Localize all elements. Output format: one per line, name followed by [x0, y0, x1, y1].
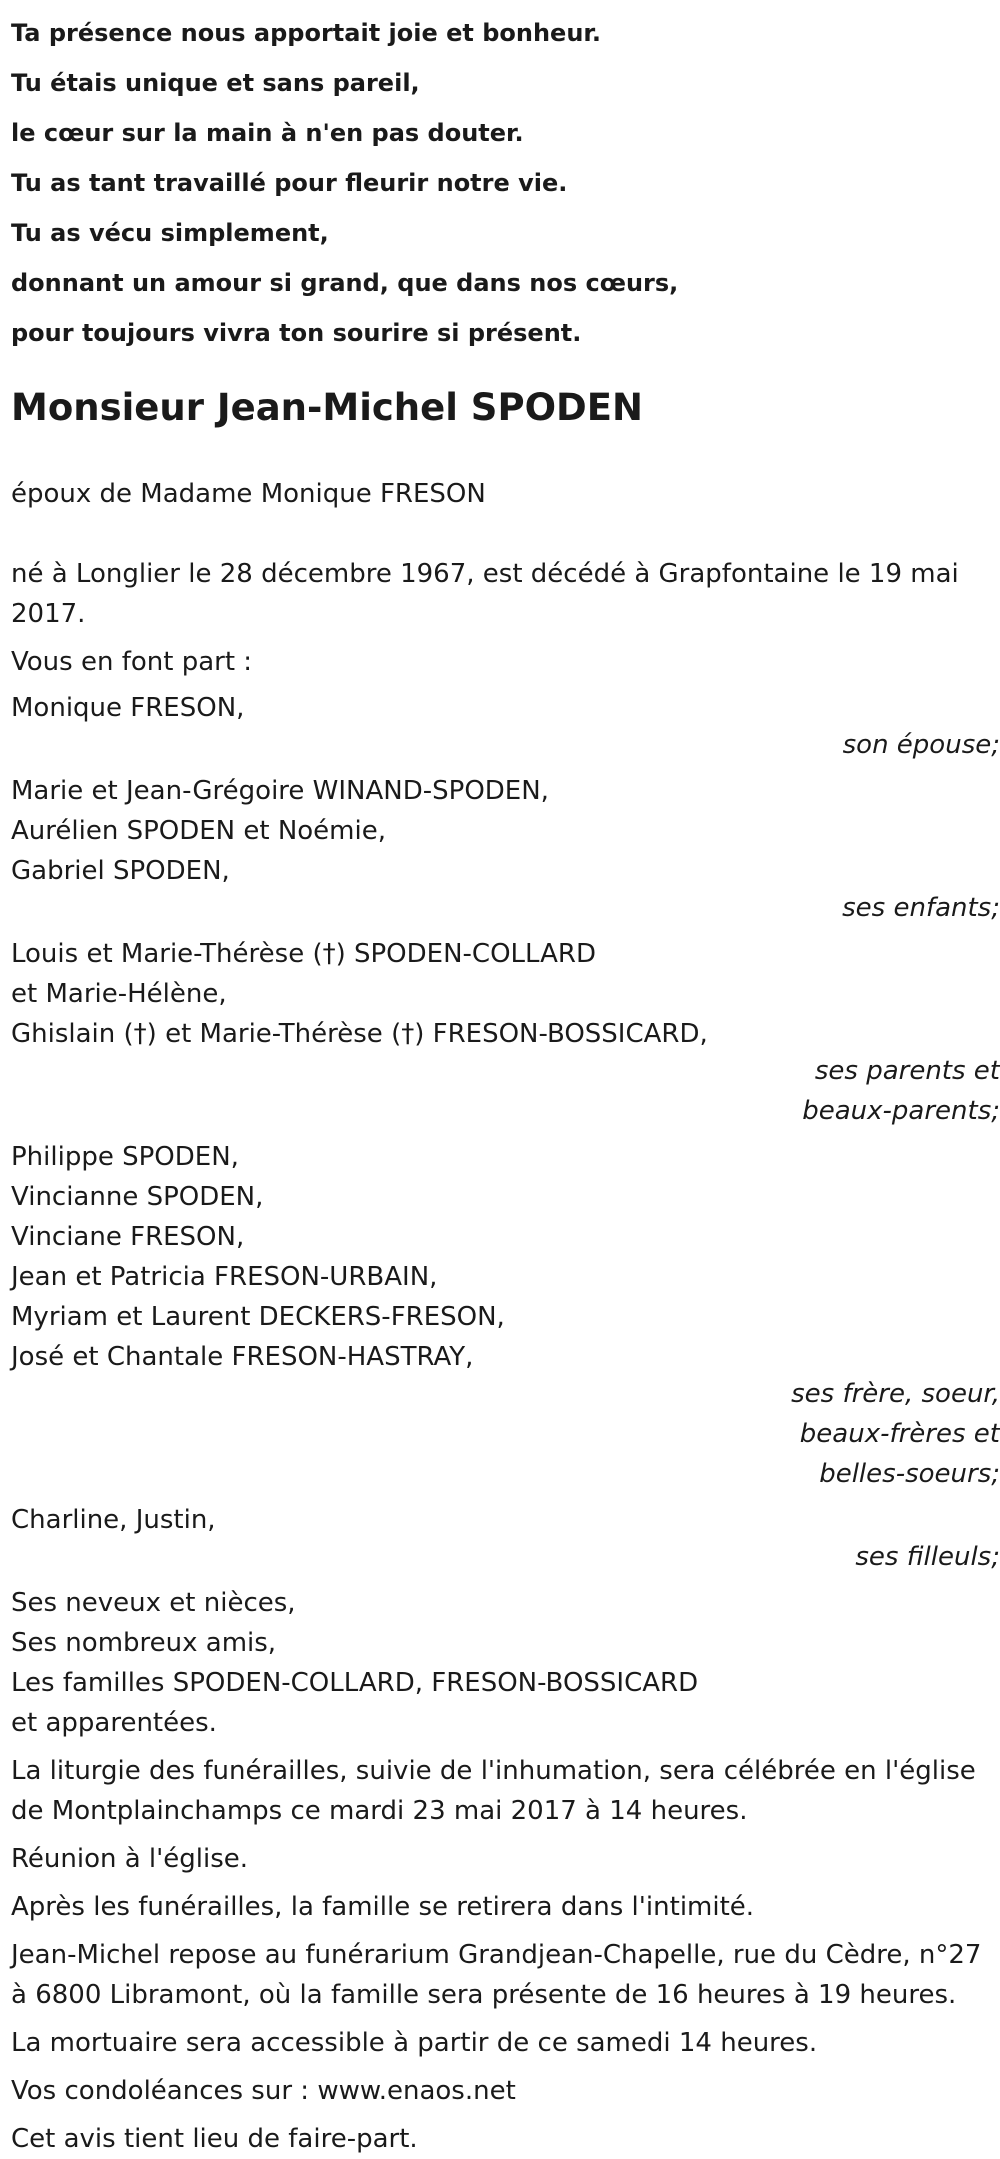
funeral-home-info: Jean-Michel repose au funérarium Grandjean-Chapelle, rue du Cèdre, n°27 à 6800 Libramont, où la famille sera présente de 16 heures à 19 heures. [11, 1940, 982, 2010]
relation-line: belles-soeurs; [819, 1459, 1000, 1489]
poem-line: Tu étais unique et sans pareil, [11, 69, 420, 97]
family-member: Vincianne SPODEN, [11, 1182, 264, 1212]
relation-line: ses enfants; [842, 893, 1000, 923]
relation-line: son épouse; [842, 730, 1000, 760]
family-member: Myriam et Laurent DECKERS-FRESON, [11, 1302, 505, 1332]
relation-line: beaux-frères et [799, 1419, 1000, 1449]
obituary-notice [0, 8, 1000, 2159]
relation-line: ses filleuls; [855, 1542, 1000, 1572]
family-group-spouse [11, 688, 1000, 765]
family-member: Louis et Marie-Thérèse (†) SPODEN-COLLARD [11, 939, 596, 969]
family-group-children [11, 771, 1000, 928]
relation-line: ses frère, soeur, [791, 1379, 1000, 1409]
meeting-info: Réunion à l'église. [11, 1844, 249, 1874]
family-member: Philippe SPODEN, [11, 1142, 239, 1172]
family-member: José et Chantale FRESON-HASTRAY, [11, 1342, 474, 1372]
relation-label [11, 888, 1000, 928]
poem [11, 8, 1000, 358]
other-relatives-line: et apparentées. [11, 1708, 217, 1738]
condolences-info: Vos condoléances sur : www.enaos.net [11, 2076, 516, 2106]
relation-label [11, 1374, 1000, 1494]
family-group-godchildren [11, 1500, 1000, 1577]
family-member: et Marie-Hélène, [11, 979, 227, 1009]
family-group-siblings [11, 1137, 1000, 1494]
family-member: Charline, Justin, [11, 1505, 216, 1535]
spouse-line: époux de Madame Monique FRESON [11, 479, 486, 509]
other-relatives [11, 1583, 1000, 1743]
poem-line: pour toujours vivra ton sourire si présent. [11, 319, 582, 347]
family-member: Gabriel SPODEN, [11, 856, 230, 886]
other-relatives-line: Ses nombreux amis, [11, 1628, 277, 1658]
family-member: Monique FRESON, [11, 693, 245, 723]
family-member: Jean et Patricia FRESON-URBAIN, [11, 1262, 438, 1292]
poem-line: Tu as vécu simplement, [11, 219, 329, 247]
liturgy-info: La liturgie des funérailles, suivie de l'inhumation, sera célébrée en l'église de Montplainchamps ce mardi 23 mai 2017 à 14 heures. [11, 1756, 976, 1826]
relation-line: beaux-parents; [802, 1096, 1000, 1126]
family-member: Vinciane FRESON, [11, 1222, 245, 1252]
poem-line: Tu as tant travaillé pour fleurir notre vie. [11, 169, 568, 197]
poem-line: le cœur sur la main à n'en pas douter. [11, 119, 524, 147]
after-funeral-info: Après les funérailles, la famille se retirera dans l'intimité. [11, 1892, 755, 1922]
deceased-name: Monsieur Jean-Michel SPODEN [11, 386, 643, 429]
poem-line: Ta présence nous apportait joie et bonheur. [11, 19, 601, 47]
birth-death-line: né à Longlier le 28 décembre 1967, est décédé à Grapfontaine le 19 mai 2017. [11, 559, 959, 629]
other-relatives-line: Ses neveux et nièces, [11, 1588, 296, 1618]
other-relatives-line: Les familles SPODEN-COLLARD, FRESON-BOSSICARD [11, 1668, 699, 1698]
relation-label [11, 1051, 1000, 1131]
relation-label [11, 725, 1000, 765]
family-member: Marie et Jean-Grégoire WINAND-SPODEN, [11, 776, 549, 806]
poem-line: donnant un amour si grand, que dans nos cœurs, [11, 269, 679, 297]
notice-info: Cet avis tient lieu de faire-part. [11, 2124, 418, 2154]
family-member: Ghislain (†) et Marie-Thérèse (†) FRESON-BOSSICARD, [11, 1019, 708, 1049]
announcement-intro: Vous en font part : [11, 647, 253, 677]
family-member: Aurélien SPODEN et Noémie, [11, 816, 386, 846]
relation-line: ses parents et [814, 1056, 1000, 1086]
mortuary-info: La mortuaire sera accessible à partir de ce samedi 14 heures. [11, 2028, 818, 2058]
family-group-parents [11, 934, 1000, 1131]
relation-label [11, 1537, 1000, 1577]
